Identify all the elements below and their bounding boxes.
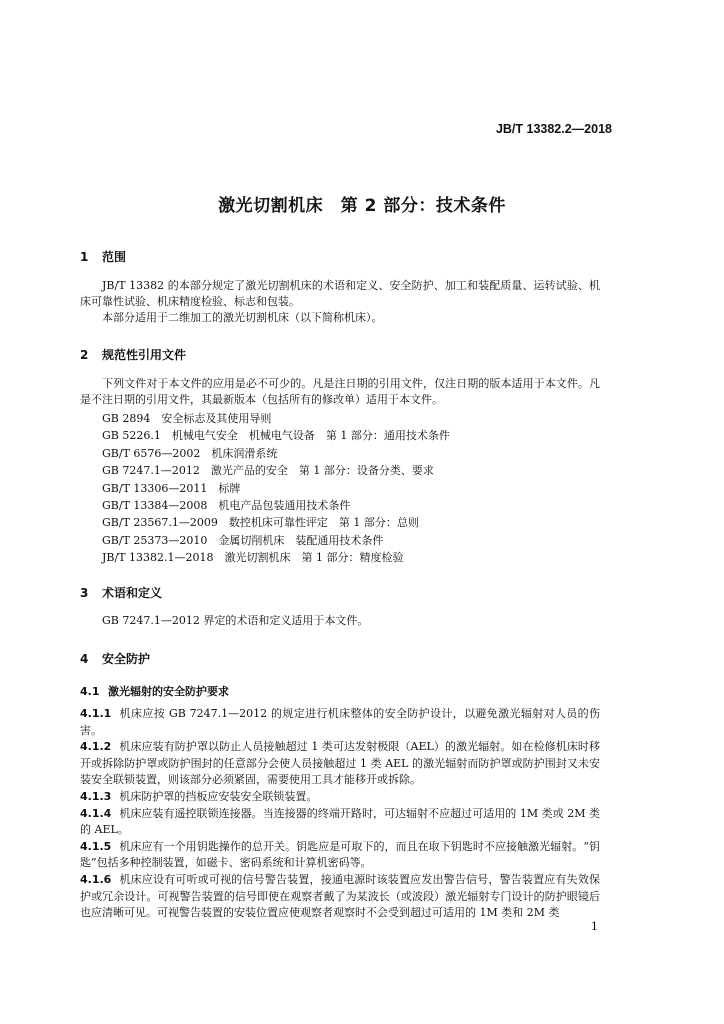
- section-number: 3: [80, 586, 89, 600]
- reference-item: GB/T 13306—2011 标牌: [102, 481, 241, 495]
- section-1-body: [80, 278, 600, 326]
- section-2-heading: [80, 346, 186, 363]
- reference-item: GB/T 25373—2010 金属切削机床 装配通用技术条件: [102, 533, 384, 547]
- section-3-heading: [80, 584, 162, 601]
- clause-number: 4.1.4: [80, 806, 112, 820]
- subsection-4-1-heading: [80, 683, 229, 699]
- reference-list: [102, 410, 602, 567]
- section-number: 4: [80, 652, 89, 666]
- section-2-intro: 下列文件对于本文件的应用是必不可少的。凡是注日期的引用文件，仅注日期的版本适用于本文件。凡是不注日期的引用文件，其最新版本（包括所有的修改单）适用于本文件。: [80, 377, 600, 406]
- standard-number: JB/T 13382.2—2018: [495, 122, 612, 136]
- section-1-heading: [80, 248, 126, 265]
- reference-item: GB 7247.1—2012 激光产品的安全 第 1 部分：设备分类、要求: [102, 464, 434, 478]
- clause: [80, 806, 600, 839]
- section-number: 2: [80, 348, 89, 362]
- clause-text: 机床应装有防护罩以防止人员接触超过 1 类可达发射极限（AEL）的激光辐射。如在检修机床时移开或拆除防护罩或防护围封的任意部分会使人员接触超过 1 类 AEL 的激光辐射而防护罩或防护围封又未安装安全联锁装置，则该部分必须紧固，需要使用工具才能移开或拆除。: [80, 740, 600, 787]
- reference-item: GB/T 23567.1—2009 数控机床可靠性评定 第 1 部分：总则: [102, 516, 419, 530]
- section-4-heading: [80, 650, 150, 667]
- clause-text: 机床应设有可听或可视的信号警告装置，接通电源时该装置应发出警告信号，警告装置应有失效保护或冗余设计。可视警告装置的信号即使在观察者戴了为某波长（或波段）激光辐射专门设计的防护眼镜后也应清晰可见。可视警告装置的安装位置应使观察者观察时不会受到超过可适用的 1M 类和 2M 类: [80, 872, 600, 920]
- page-number: 1: [591, 920, 598, 933]
- section-title: 术语和定义: [102, 586, 163, 600]
- clause-text: 机床应装有遥控联锁连接器。当连接器的终端开路时，可达辐射不应超过可适用的 1M 类或 2M 类的 AEL。: [80, 806, 600, 837]
- section-number: 1: [80, 250, 89, 264]
- reference-item: GB/T 6576—2002 机床润滑系统: [102, 446, 278, 460]
- paragraph: 本部分适用于二维加工的激光切割机床（以下简称机床）。: [102, 311, 383, 324]
- clause-number: 4.1.6: [80, 872, 112, 886]
- reference-item: JB/T 13382.1—2018 激光切割机床 第 1 部分：精度检验: [102, 551, 404, 565]
- clause-number: 4.1.5: [80, 839, 112, 853]
- clause-number: 4.1.2: [80, 740, 112, 754]
- clause: [80, 706, 600, 739]
- section-title: 范围: [102, 250, 127, 264]
- clause-text: 机床防护罩的挡板应安装安全联锁装置。: [119, 789, 318, 803]
- subsection-title: 激光辐射的安全防护要求: [108, 685, 229, 698]
- paragraph: JB/T 13382 的本部分规定了激光切割机床的术语和定义、安全防护、加工和装配质量、运转试验、机床可靠性试验、机床精度检验、标志和包装。: [80, 279, 600, 308]
- subsection-number: 4.1: [80, 685, 100, 698]
- clause: [80, 789, 600, 806]
- document-title: 激光切割机床 第 2 部分：技术条件: [218, 196, 506, 216]
- section-3-body: GB 7247.1—2012 界定的术语和定义适用于本文件。: [102, 614, 369, 627]
- reference-item: GB 5226.1 机械电气安全 机械电气设备 第 1 部分：通用技术条件: [102, 429, 450, 443]
- clause: [80, 839, 600, 872]
- clause: [80, 872, 600, 922]
- section-title: 安全防护: [102, 652, 151, 666]
- reference-item: GB/T 13384—2008 机电产品包装通用技术条件: [102, 499, 351, 513]
- clause-text: 机床应有一个用钥匙操作的总开关。钥匙应是可取下的，而且在取下钥匙时不应接触激光辐射。“钥匙”包括多种控制装置，如磁卡、密码系统和计算机密码等。: [80, 839, 600, 870]
- clause: [80, 739, 600, 789]
- clause-text: 机床应按 GB 7247.1—2012 的规定进行机床整体的安全防护设计，以避免激光辐射对人员的伤害。: [80, 707, 600, 737]
- reference-item: GB 2894 安全标志及其使用导则: [102, 412, 272, 425]
- clause-list: [80, 706, 600, 922]
- clause-number: 4.1.3: [80, 789, 112, 803]
- clause-number: 4.1.1: [80, 707, 112, 720]
- section-title: 规范性引用文件: [102, 348, 187, 362]
